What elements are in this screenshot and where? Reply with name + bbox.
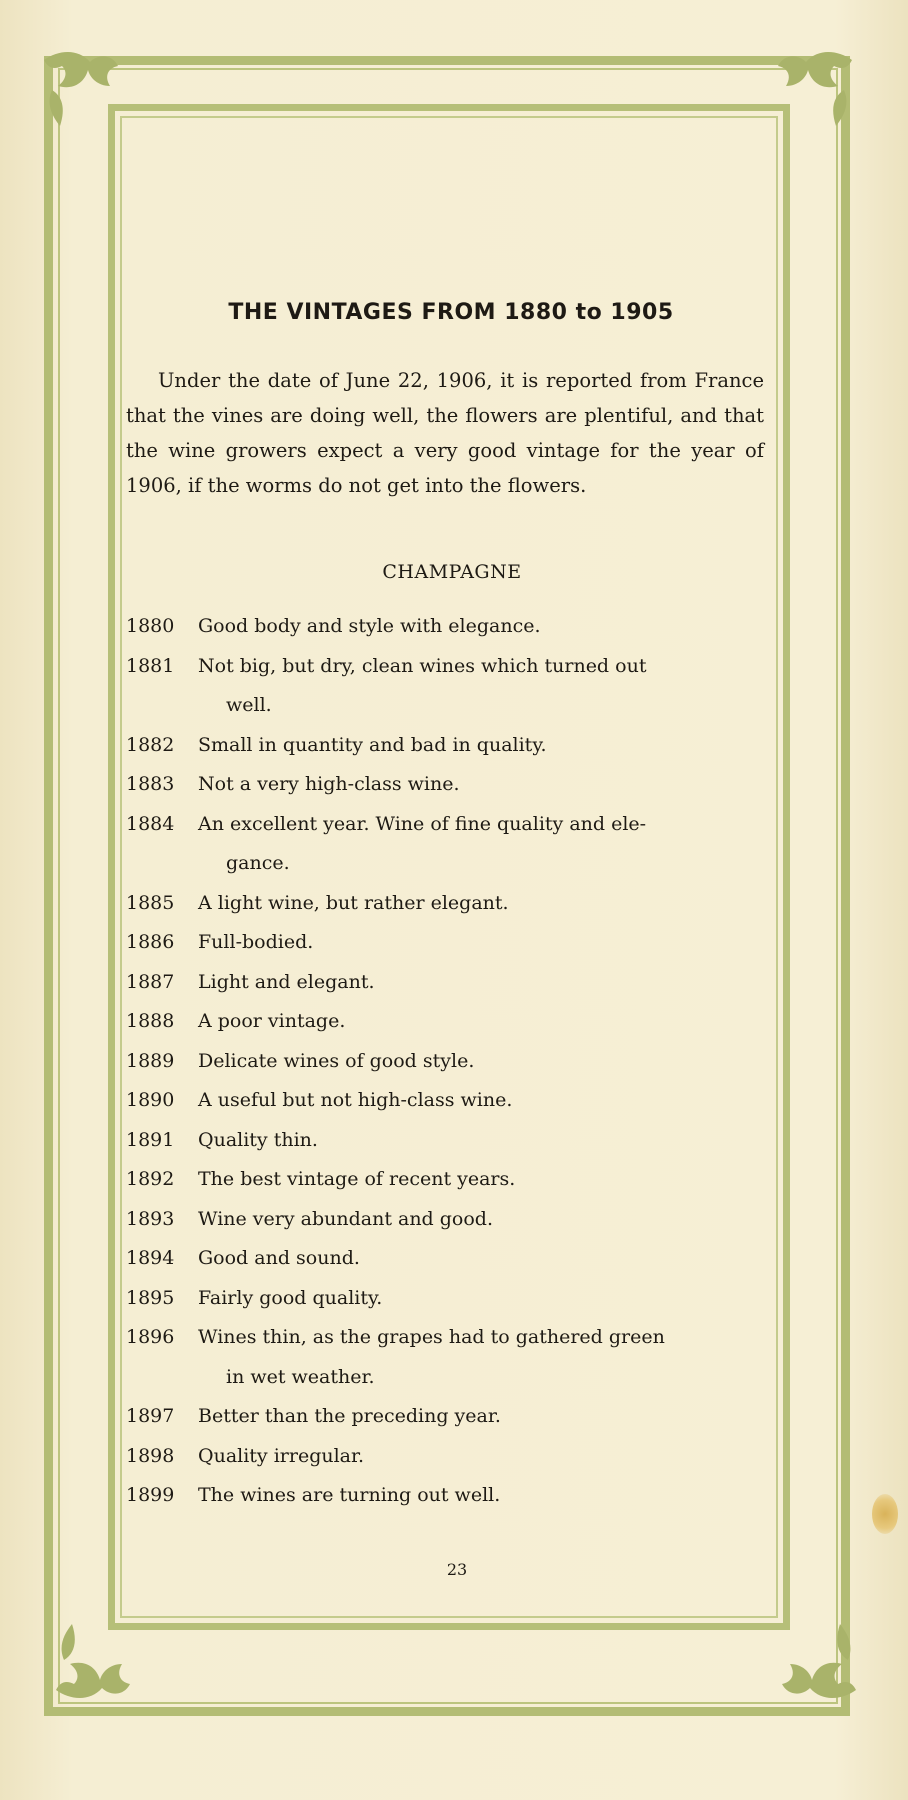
vintage-year: 1887 (126, 970, 175, 993)
vintage-entry (124, 923, 764, 963)
vintage-entry (124, 1239, 764, 1279)
vintage-description (198, 607, 764, 647)
vintage-description (198, 1318, 764, 1397)
vintage-description-text: Not a very high-class wine. (198, 773, 460, 795)
leaf-ornament-icon (766, 46, 858, 138)
vintage-entry (124, 1042, 764, 1082)
vintage-description-text: Quality irregular. (198, 1444, 365, 1467)
page-number: 23 (446, 1560, 468, 1579)
vintage-year: 1880 (126, 615, 175, 637)
vintage-year: 1893 (126, 1207, 175, 1230)
vintage-year: 1891 (126, 1128, 175, 1151)
vintage-description-text: Good body and style with elegance. (198, 615, 541, 637)
vintage-description (198, 1279, 764, 1319)
vintage-description-text: Fairly good quality. (198, 1286, 383, 1309)
vintage-year: 1883 (126, 773, 175, 795)
vintage-description-text: Not big, but dry, clean wines which turned out (198, 654, 647, 677)
vintage-entry (124, 1476, 764, 1516)
vintage-description-text: Full-bodied. (198, 931, 314, 953)
vintage-year: 1888 (126, 1010, 175, 1032)
vintage-description-text: Small in quantity and bad in quality. (198, 733, 547, 756)
vintage-entry (124, 765, 764, 805)
page-content (124, 300, 764, 1516)
vintage-description-continuation: gance. (226, 852, 290, 874)
vintage-description-text: Wine very abundant and good. (198, 1207, 494, 1230)
vintage-description-text: Better than the preceding year. (198, 1405, 501, 1427)
vintage-description (198, 1081, 764, 1121)
intro-paragraph: Under the date of June 22, 1906, it is reported from France that the vines are doing well, the flowers are plentiful, and that the wine growers expect a very good vintage for the year of 1906, if the worms do not get into the flowers. (126, 369, 764, 497)
page-title: THE VINTAGES FROM 1880 to 1905 (228, 300, 674, 325)
vintage-description (198, 1239, 764, 1279)
vintage-description (198, 1437, 764, 1477)
vintage-description (198, 765, 764, 805)
vintage-entry (124, 607, 764, 647)
vintage-year: 1886 (126, 931, 175, 953)
leaf-ornament-icon (50, 1612, 142, 1704)
vintage-description-text: Light and elegant. (198, 970, 375, 993)
leaf-ornament-icon (38, 46, 130, 138)
vintage-entry (124, 1437, 764, 1477)
vintage-description (198, 1160, 764, 1200)
vintage-description (198, 884, 764, 924)
vintage-entry (124, 963, 764, 1003)
section-heading: CHAMPAGNE (382, 561, 522, 583)
vintage-year: 1881 (126, 654, 175, 677)
vintage-description-text: A useful but not high-class wine. (198, 1089, 513, 1111)
vintage-year: 1895 (126, 1286, 175, 1309)
vintage-description (198, 1121, 764, 1161)
vintage-description (198, 1042, 764, 1082)
vintage-year: 1899 (126, 1484, 175, 1506)
vintage-entry (124, 1002, 764, 1042)
vintage-description (198, 647, 764, 726)
vintage-year: 1884 (126, 812, 175, 835)
vintage-entry (124, 1318, 764, 1397)
vintage-entry (124, 1397, 764, 1437)
vintage-description (198, 1476, 764, 1516)
vintage-year: 1885 (126, 891, 175, 914)
vintage-entry (124, 805, 764, 884)
vintage-description-text: Quality thin. (198, 1128, 318, 1151)
vintage-description (198, 1002, 764, 1042)
vintage-description (198, 1397, 764, 1437)
vintage-description (198, 1200, 764, 1240)
vintage-description-text: Good and sound. (198, 1247, 360, 1269)
vintage-description (198, 923, 764, 963)
vintage-description-continuation: well. (226, 694, 272, 716)
vintage-list (124, 607, 764, 1516)
vintage-entry (124, 647, 764, 726)
paper-stain (872, 1494, 898, 1534)
vintage-description-text: A light wine, but rather elegant. (198, 891, 509, 914)
vintage-year: 1892 (126, 1168, 175, 1190)
vintage-year: 1889 (126, 1049, 175, 1072)
vintage-description-text: Wines thin, as the grapes had to gathered green (198, 1326, 665, 1348)
vintage-entry (124, 1081, 764, 1121)
vintage-description-text: The wines are turning out well. (198, 1484, 501, 1506)
vintage-description (198, 963, 764, 1003)
vintage-year: 1894 (126, 1247, 175, 1269)
vintage-description-text: A poor vintage. (198, 1010, 346, 1032)
vintage-year: 1882 (126, 733, 175, 756)
vintage-year: 1897 (126, 1405, 175, 1427)
vintage-entry (124, 1121, 764, 1161)
vintage-entry (124, 726, 764, 766)
vintage-description-continuation: in wet weather. (226, 1365, 375, 1388)
vintage-description-text: An excellent year. Wine of fine quality and ele- (198, 812, 647, 835)
vintage-description (198, 805, 764, 884)
leaf-ornament-icon (770, 1612, 862, 1704)
vintage-entry (124, 884, 764, 924)
vintage-entry (124, 1200, 764, 1240)
vintage-year: 1890 (126, 1089, 175, 1111)
vintage-year: 1896 (126, 1326, 175, 1348)
vintage-entry (124, 1279, 764, 1319)
vintage-year: 1898 (126, 1444, 175, 1467)
vintage-description-text: The best vintage of recent years. (198, 1168, 516, 1190)
vintage-description-text: Delicate wines of good style. (198, 1049, 475, 1072)
vintage-entry (124, 1160, 764, 1200)
vintage-description (198, 726, 764, 766)
